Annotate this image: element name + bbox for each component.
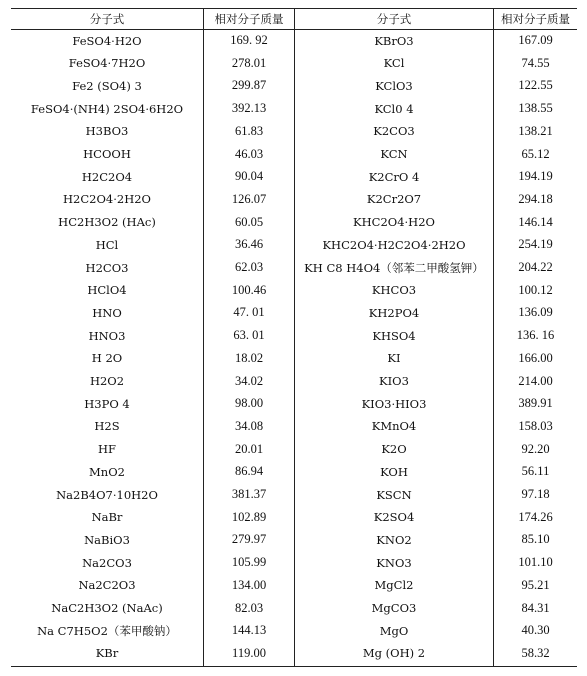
right-formula-column: [295, 0, 493, 676]
formula-cell-right: KHCO3: [371, 283, 417, 298]
formula-cell-left: HNO: [92, 305, 122, 320]
mass-cell-left: 105.99: [231, 555, 267, 570]
formula-cell-right: Mg (OH) 2: [362, 646, 426, 661]
formula-cell-right: KIO3·HIO3: [361, 396, 427, 411]
formula-cell-right: MgCO3: [371, 601, 417, 615]
mass-cell-right: 138.55: [518, 101, 553, 116]
formula-cell-left: FeSO4·(NH4) 2SO4·6H2O: [30, 101, 184, 116]
formula-cell-right: K2CrO 4: [368, 169, 420, 184]
mass-cell-left: 46.03: [234, 146, 264, 161]
mass-cell-left: 86.94: [234, 464, 264, 479]
formula-cell-left: Na2CO3: [82, 555, 132, 570]
mass-cell-right: 122.55: [518, 78, 553, 93]
formula-cell-left: Na2C2O3: [78, 578, 136, 593]
mass-cell-left: 392.13: [231, 101, 267, 116]
formula-cell-right: KCl0 4: [374, 101, 414, 116]
mass-cell-right: 254.19: [518, 237, 553, 252]
mass-cell-right: 101.10: [518, 555, 553, 570]
formula-cell-right: KIO3: [379, 374, 409, 388]
formula-cell-right: KH C8 H4O4（邻苯二甲酸氢钾）: [304, 260, 484, 275]
formula-cell-right: KI: [387, 351, 401, 366]
mass-cell-left: 381.37: [231, 487, 267, 501]
right-mass-column: [494, 0, 577, 676]
mass-cell-left: 100.46: [231, 282, 267, 297]
formula-cell-right: KHC2O4·H2C2O4·2H2O: [322, 237, 466, 252]
mass-cell-right: 92.20: [521, 441, 550, 456]
mass-cell-right: 138.21: [518, 123, 553, 138]
mass-cell-right: 204.22: [518, 260, 553, 274]
mass-cell-left: 82.03: [234, 600, 264, 615]
mass-cell-left: 299.87: [231, 78, 267, 93]
mass-cell-right: 56.11: [521, 464, 550, 479]
mass-cell-right: 214.00: [518, 373, 553, 388]
mass-cell-left: 63. 01: [233, 328, 265, 343]
left-mass-column: [204, 0, 294, 676]
formula-cell-right: MgCl2: [374, 578, 414, 593]
formula-cell-right: K2O: [381, 442, 407, 457]
mass-cell-right: 136. 16: [516, 328, 555, 343]
formula-cell-right: KCN: [380, 147, 408, 161]
mass-cell-right: 95.21: [521, 577, 550, 592]
formula-cell-left: H2S: [94, 419, 120, 434]
mass-cell-right: 389.91: [518, 396, 553, 411]
formula-cell-left: Na C7H5O2（苯甲酸钠）: [37, 623, 177, 638]
formula-cell-left: H2O2: [89, 374, 125, 388]
formula-cell-right: KNO3: [376, 555, 412, 570]
header-mass-right: 相对分子质量: [501, 11, 570, 26]
formula-cell-left: H3BO3: [85, 124, 129, 139]
mass-cell-right: 174.26: [518, 509, 553, 524]
left-formula-column: [11, 0, 203, 676]
mass-cell-left: 278.01: [231, 55, 267, 70]
mass-cell-right: 294.18: [518, 191, 553, 206]
mass-cell-left: 34.02: [234, 373, 264, 388]
formula-cell-left: NaBr: [91, 510, 123, 525]
formula-cell-left: Na2B4O7·10H2O: [56, 487, 158, 502]
mass-cell-left: 98.00: [234, 396, 264, 411]
formula-cell-right: KBrO3: [374, 33, 414, 48]
mass-cell-right: 136.09: [518, 305, 553, 320]
mass-cell-right: 158.03: [518, 418, 553, 433]
formula-cell-left: NaC2H3O2 (NaAc): [51, 601, 163, 615]
mass-cell-right: 74.55: [521, 55, 550, 70]
formula-cell-left: NaBiO3: [84, 532, 130, 547]
mass-cell-right: 146.14: [518, 214, 553, 229]
formula-cell-left: HCl: [95, 237, 119, 252]
mass-cell-right: 65.12: [521, 146, 550, 161]
mass-cell-left: 34.08: [234, 418, 264, 433]
formula-cell-right: KCl: [383, 56, 405, 71]
formula-cell-left: H3PO 4: [84, 396, 130, 411]
mass-cell-left: 134.00: [231, 577, 267, 592]
mass-cell-right: 97.18: [521, 487, 550, 501]
mass-cell-left: 62.03: [234, 260, 264, 274]
formula-cell-right: K2CO3: [373, 124, 415, 139]
formula-cell-left: KBr: [95, 646, 119, 661]
formula-cell-right: KOH: [380, 464, 408, 479]
mass-cell-left: 36.46: [234, 237, 264, 252]
formula-cell-left: HNO3: [88, 328, 126, 343]
formula-cell-right: K2Cr2O7: [366, 192, 422, 207]
formula-cell-right: KSCN: [376, 487, 412, 502]
mass-cell-right: 194.19: [518, 169, 553, 184]
formula-cell-right: KNO2: [376, 532, 412, 547]
formula-cell-left: HCOOH: [83, 147, 131, 161]
mass-cell-right: 85.10: [521, 532, 550, 547]
header-formula-right: 分子式: [376, 11, 412, 26]
mass-cell-left: 126.07: [231, 191, 267, 206]
formula-cell-left: H 2O: [91, 351, 123, 366]
formula-cell-left: HClO4: [87, 283, 127, 298]
formula-cell-right: KMnO4: [371, 419, 417, 434]
mass-cell-right: 100.12: [518, 282, 553, 297]
mass-cell-right: 84.31: [521, 600, 550, 615]
mass-cell-right: 167.09: [518, 33, 553, 47]
formula-cell-right: KHSO4: [372, 328, 416, 343]
formula-cell-right: K2SO4: [373, 510, 415, 525]
mass-cell-right: 40.30: [521, 623, 550, 638]
header-formula-left: 分子式: [89, 11, 125, 26]
formula-cell-left: MnO2: [89, 464, 125, 479]
mass-cell-left: 279.97: [231, 532, 267, 547]
formula-cell-left: H2C2O4·2H2O: [63, 192, 151, 207]
mass-cell-left: 119.00: [232, 645, 266, 660]
mass-cell-left: 144.13: [231, 623, 267, 638]
formula-cell-left: H2C2O4: [81, 169, 133, 184]
mass-cell-left: 61.83: [234, 123, 264, 138]
formula-cell-left: HC2H3O2 (HAc): [58, 215, 156, 230]
formula-cell-left: H2CO3: [85, 260, 129, 275]
mass-cell-left: 102.89: [231, 509, 267, 524]
formula-cell-left: FeSO4·7H2O: [68, 56, 146, 71]
mass-cell-left: 18.02: [234, 350, 264, 365]
header-mass-left: 相对分子质量: [214, 11, 284, 26]
formula-cell-right: KH2PO4: [368, 305, 420, 320]
mass-cell-left: 60.05: [234, 214, 264, 229]
mass-cell-right: 58.32: [521, 645, 550, 660]
formula-cell-right: KHC2O4·H2O: [353, 215, 435, 230]
formula-cell-right: KClO3: [375, 78, 413, 93]
mass-cell-right: 166.00: [518, 350, 553, 365]
mass-cell-left: 47. 01: [233, 305, 265, 320]
formula-cell-right: MgO: [379, 623, 409, 638]
formula-cell-left: FeSO4·H2O: [72, 33, 142, 48]
mass-cell-left: 169. 92: [230, 33, 268, 47]
formula-cell-left: HF: [97, 442, 116, 457]
formula-cell-left: Fe2 (SO4) 3: [72, 78, 142, 93]
mass-cell-left: 20.01: [234, 441, 264, 456]
mass-cell-left: 90.04: [234, 169, 264, 184]
